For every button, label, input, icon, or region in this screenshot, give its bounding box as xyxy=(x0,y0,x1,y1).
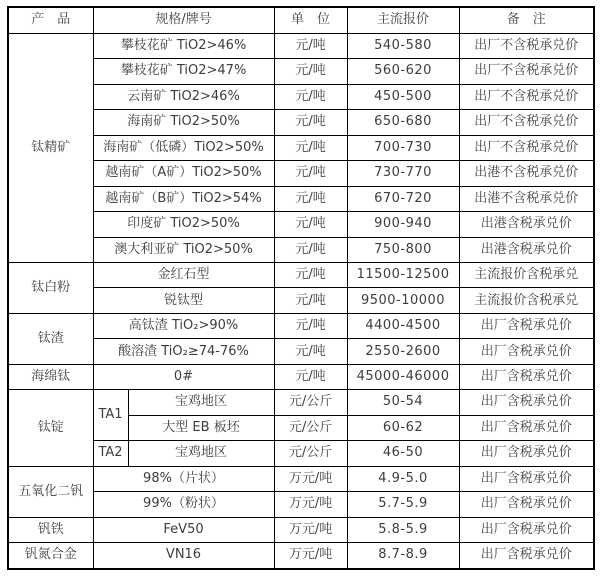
titanium-price-table xyxy=(7,6,595,570)
grade-cell: TA1 xyxy=(93,390,128,441)
table-row xyxy=(8,492,594,517)
spec-cell: 高钛渣 TiO₂>90% xyxy=(93,313,274,338)
product-cell: 海绵钛 xyxy=(8,364,93,389)
table-row xyxy=(8,212,594,237)
note-cell: 出厂含税承兑价 xyxy=(459,543,594,569)
note-cell: 出厂含税承兑价 xyxy=(459,364,594,389)
spec-cell: 越南矿（A矿）TiO2>50% xyxy=(93,161,274,186)
table-row xyxy=(8,33,594,58)
table-row xyxy=(8,59,594,84)
table-row xyxy=(8,288,594,313)
table-row xyxy=(8,313,594,338)
table-row xyxy=(8,237,594,262)
table-row xyxy=(8,441,594,466)
unit-cell: 元/吨 xyxy=(274,135,347,160)
unit-cell: 元/吨 xyxy=(274,237,347,262)
header-spec: 规格/牌号 xyxy=(93,7,274,33)
note-cell: 出港不含税承兑价 xyxy=(459,186,594,211)
note-cell: 出厂不含税承兑价 xyxy=(459,33,594,58)
unit-cell: 元/吨 xyxy=(274,288,347,313)
price-cell: 8.7-8.9 xyxy=(347,543,459,569)
product-cell: 钛精矿 xyxy=(8,33,93,262)
note-cell: 出厂含税承兑价 xyxy=(459,492,594,517)
unit-cell: 元/吨 xyxy=(274,84,347,109)
unit-cell: 元/吨 xyxy=(274,313,347,338)
note-cell: 出厂含税承兑价 xyxy=(459,466,594,491)
unit-cell: 万元/吨 xyxy=(274,466,347,491)
unit-cell: 元/吨 xyxy=(274,161,347,186)
header-note: 备 注 xyxy=(459,7,594,33)
note-cell: 出厂不含税承兑价 xyxy=(459,135,594,160)
unit-cell: 元/吨 xyxy=(274,59,347,84)
unit-cell: 元/公斤 xyxy=(274,415,347,440)
table-row xyxy=(8,135,594,160)
unit-cell: 元/吨 xyxy=(274,212,347,237)
spec-cell: 澳大利亚矿 TiO2>50% xyxy=(93,237,274,262)
product-cell: 钛锭 xyxy=(8,390,93,466)
spec-cell: 印度矿 TiO2>50% xyxy=(93,212,274,237)
table-row xyxy=(8,84,594,109)
table-row xyxy=(8,364,594,389)
table-row xyxy=(8,517,594,542)
unit-cell: 元/公斤 xyxy=(274,441,347,466)
spec-cell: 大型 EB 板坯 xyxy=(128,415,274,440)
note-cell: 出厂含税承兑价 xyxy=(459,441,594,466)
product-cell: 钒氮合金 xyxy=(8,543,93,569)
price-cell: 46-50 xyxy=(347,441,459,466)
note-cell: 出厂含税承兑价 xyxy=(459,517,594,542)
table-row xyxy=(8,390,594,415)
product-cell: 钛渣 xyxy=(8,313,93,364)
note-cell: 出厂含税承兑价 xyxy=(459,313,594,338)
note-cell: 出厂不含税承兑价 xyxy=(459,59,594,84)
price-cell: 60-62 xyxy=(347,415,459,440)
note-cell: 出厂含税承兑价 xyxy=(459,339,594,364)
unit-cell: 元/吨 xyxy=(274,364,347,389)
spec-cell: 宝鸡地区 xyxy=(128,390,274,415)
price-cell: 9500-10000 xyxy=(347,288,459,313)
price-cell: 45000-46000 xyxy=(347,364,459,389)
price-cell: 540-580 xyxy=(347,33,459,58)
unit-cell: 元/吨 xyxy=(274,186,347,211)
unit-cell: 元/吨 xyxy=(274,33,347,58)
spec-cell: VN16 xyxy=(93,543,274,569)
table-row xyxy=(8,161,594,186)
price-cell: 5.8-5.9 xyxy=(347,517,459,542)
price-cell: 450-500 xyxy=(347,84,459,109)
spec-cell: 攀枝花矿 TiO2>47% xyxy=(93,59,274,84)
spec-cell: 锐钛型 xyxy=(93,288,274,313)
note-cell: 出厂含税承兑价 xyxy=(459,415,594,440)
price-cell: 560-620 xyxy=(347,59,459,84)
table-row xyxy=(8,466,594,491)
product-cell: 钒铁 xyxy=(8,517,93,542)
unit-cell: 元/吨 xyxy=(274,339,347,364)
spec-cell: FeV50 xyxy=(93,517,274,542)
note-cell: 出港含税承兑价 xyxy=(459,237,594,262)
price-cell: 700-730 xyxy=(347,135,459,160)
price-cell: 900-940 xyxy=(347,212,459,237)
spec-cell: 越南矿（B矿）TiO2>54% xyxy=(93,186,274,211)
unit-cell: 元/吨 xyxy=(274,263,347,288)
unit-cell: 元/吨 xyxy=(274,110,347,135)
price-cell: 750-800 xyxy=(347,237,459,262)
price-cell: 2550-2600 xyxy=(347,339,459,364)
price-cell: 4400-4500 xyxy=(347,313,459,338)
unit-cell: 万元/吨 xyxy=(274,517,347,542)
header-product: 产 品 xyxy=(8,7,93,33)
spec-cell: 酸溶渣 TiO₂≥74-76% xyxy=(93,339,274,364)
note-cell: 主流报价含税承兑 xyxy=(459,263,594,288)
note-cell: 出港含税承兑价 xyxy=(459,212,594,237)
table-row xyxy=(8,263,594,288)
spec-cell: 攀枝花矿 TiO2>46% xyxy=(93,33,274,58)
table-row xyxy=(8,543,594,569)
spec-cell: 98%（片状） xyxy=(93,466,274,491)
note-cell: 主流报价含税承兑 xyxy=(459,288,594,313)
note-cell: 出港不含税承兑价 xyxy=(459,161,594,186)
price-cell: 50-54 xyxy=(347,390,459,415)
spec-cell: 99%（粉状） xyxy=(93,492,274,517)
unit-cell: 万元/吨 xyxy=(274,543,347,569)
spec-cell: 云南矿 TiO2>46% xyxy=(93,84,274,109)
price-cell: 650-680 xyxy=(347,110,459,135)
price-cell: 730-770 xyxy=(347,161,459,186)
spec-cell: 金红石型 xyxy=(93,263,274,288)
note-cell: 出厂不含税承兑价 xyxy=(459,110,594,135)
price-cell: 670-720 xyxy=(347,186,459,211)
price-table-container xyxy=(7,6,595,570)
header-row xyxy=(8,7,594,33)
table-row xyxy=(8,110,594,135)
unit-cell: 万元/吨 xyxy=(274,492,347,517)
unit-cell: 元/公斤 xyxy=(274,390,347,415)
table-row xyxy=(8,339,594,364)
price-cell: 5.7-5.9 xyxy=(347,492,459,517)
table-row xyxy=(8,186,594,211)
note-cell: 出厂含税承兑价 xyxy=(459,390,594,415)
price-cell: 4.9-5.0 xyxy=(347,466,459,491)
spec-cell: 海南矿（低磷）TiO2>50% xyxy=(93,135,274,160)
grade-cell: TA2 xyxy=(93,441,128,466)
note-cell: 出厂不含税承兑价 xyxy=(459,84,594,109)
price-cell: 11500-12500 xyxy=(347,263,459,288)
product-cell: 钛白粉 xyxy=(8,263,93,314)
spec-cell: 0# xyxy=(93,364,274,389)
product-cell: 五氧化二钒 xyxy=(8,466,93,517)
header-unit: 单 位 xyxy=(274,7,347,33)
header-price: 主流报价 xyxy=(347,7,459,33)
spec-cell: 海南矿 TiO2>50% xyxy=(93,110,274,135)
spec-cell: 宝鸡地区 xyxy=(128,441,274,466)
